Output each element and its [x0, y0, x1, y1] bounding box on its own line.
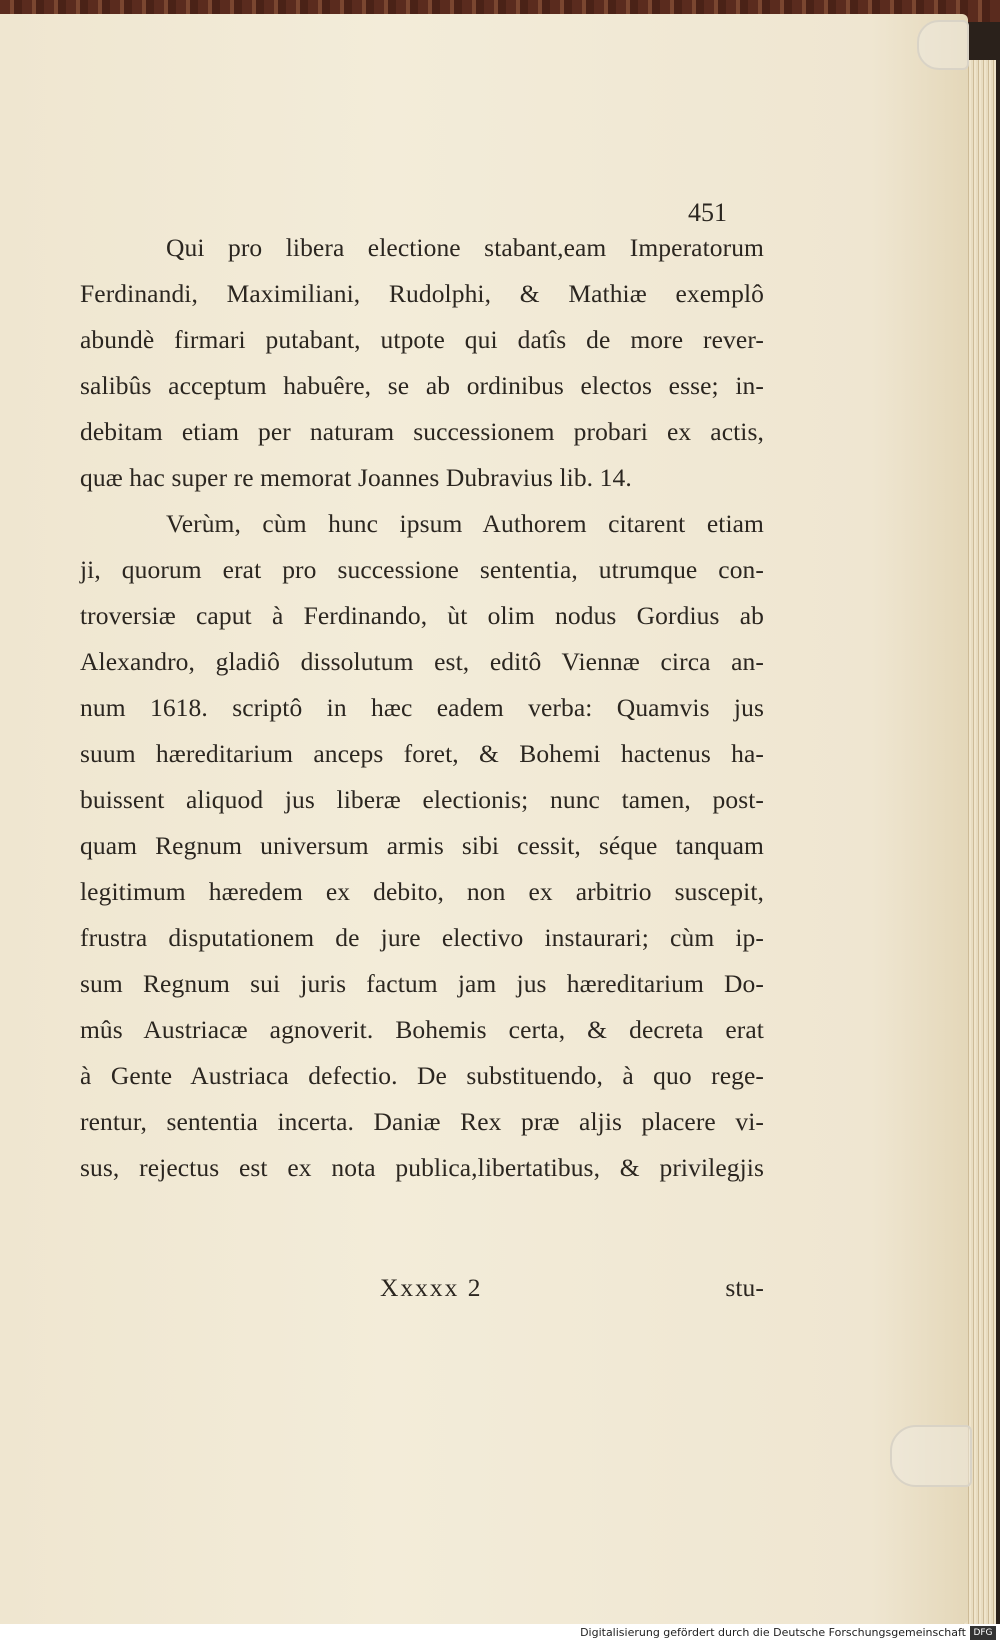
- text-line: rentur, sententia incerta. Daniæ Rex præ aljis placere vi-: [80, 1107, 764, 1136]
- page-number: 451: [688, 198, 727, 227]
- text-line: legitimum hæredem ex debito, non ex arbitrio suscepit,: [80, 877, 764, 906]
- text-line: ji, quorum erat pro successione sententia, utrumque con-: [80, 555, 764, 584]
- credit-bar: [0, 1624, 1000, 1643]
- text-line: debitam etiam per naturam successionem probari ex actis,: [80, 417, 764, 446]
- text-line: mûs Austriacæ agnoverit. Bohemis certa, & decreta erat: [80, 1015, 764, 1044]
- text-line: sus, rejectus est ex nota publica,libertatibus, & privilegjis: [80, 1153, 764, 1182]
- dfg-logo: DFG: [970, 1626, 996, 1640]
- funding-credit: Digitalisierung gefördert durch die Deutsche Forschungsgemeinschaft: [580, 1626, 966, 1639]
- text-line: troversiæ caput à Ferdinando, ùt olim nodus Gordius ab: [80, 601, 764, 630]
- text-line: à Gente Austriaca defectio. De substituendo, à quo rege-: [80, 1061, 764, 1090]
- page-clip-top: [917, 20, 969, 70]
- text-line: quæ hac super re memorat Joannes Dubravius lib. 14.: [80, 463, 632, 492]
- text-line: salibûs acceptum habuêre, se ab ordinibus electos esse; in-: [80, 371, 764, 400]
- text-line: suum hæreditarium anceps foret, & Bohemi hactenus ha-: [80, 739, 764, 768]
- text-line: Verùm, cùm hunc ipsum Authorem citarent etiam: [166, 509, 764, 538]
- text-line: Qui pro libera electione stabant,eam Imperatorum: [166, 233, 764, 262]
- book-page: [0, 14, 968, 1624]
- text-line: buissent aliquod jus liberæ electionis; nunc tamen, post-: [80, 785, 764, 814]
- text-line: sum Regnum sui juris factum jam jus hæreditarium Do-: [80, 969, 764, 998]
- page-footer: [80, 1272, 764, 1304]
- text-line: quam Regnum universum armis sibi cessit, séque tanquam: [80, 831, 764, 860]
- text-line: num 1618. scriptô in hæc eadem verba: Quamvis jus: [80, 693, 764, 722]
- text-line: Ferdinandi, Maximiliani, Rudolphi, & Mathiæ exemplô: [80, 279, 764, 308]
- page-clip-bottom: [890, 1425, 972, 1487]
- text-line: Alexandro, gladiô dissolutum est, editô Viennæ circa an-: [80, 647, 764, 676]
- text-line: frustra disputationem de jure electivo instaurari; cùm ip-: [80, 923, 764, 952]
- text-line: abundè firmari putabant, utpote qui datîs de more rever-: [80, 325, 764, 354]
- catchword: stu-: [725, 1273, 764, 1302]
- signature-mark: Xxxxx 2: [380, 1273, 483, 1302]
